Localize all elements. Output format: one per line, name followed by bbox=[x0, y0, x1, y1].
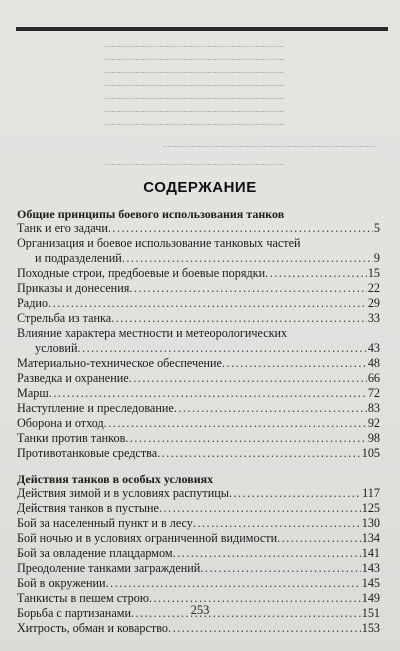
toc-entry: Марш ..... 72 bbox=[17, 386, 380, 401]
toc-entry-line1: Организация и боевое использование танковых частей bbox=[17, 236, 301, 250]
toc-entry: Действия танков в пустыне ..... 125 bbox=[17, 501, 380, 516]
toc-entry: Радио ..... 29 bbox=[17, 296, 380, 311]
toc-entry: Бой ночью и в условиях ограниченной видимости ..... 134 bbox=[17, 531, 380, 546]
toc-entry: Бой за населенный пункт и в лесу ..... 130 bbox=[17, 516, 380, 531]
toc-entry: Преодоление танками заграждений ..... 143 bbox=[17, 561, 380, 576]
toc-entry-line1: Влияние характера местности и метеорологических bbox=[17, 326, 288, 340]
toc-entry: Наступление и преследование ..... 83 bbox=[17, 401, 380, 416]
toc-entry: Танк и его задачи ..... 5 bbox=[17, 221, 380, 236]
page-number: 253 bbox=[190, 603, 210, 617]
table-of-contents bbox=[17, 205, 380, 636]
section-heading: Общие принципы боевого использования танков bbox=[17, 207, 285, 221]
page-title: СОДЕРЖАНИЕ bbox=[143, 179, 257, 196]
toc-entry: Разведка и охранение ..... 66 bbox=[17, 371, 380, 386]
toc-entry: Материально-техническое обеспечение ..... 48 bbox=[17, 356, 380, 371]
toc-entry: Стрельба из танка ..... 33 bbox=[17, 311, 380, 326]
toc-entry: Бой за овладение плацдармом ..... 141 bbox=[17, 546, 380, 561]
toc-entry: Приказы и донесения ..... 22 bbox=[17, 281, 380, 296]
toc-entry: Бой в окружении ..... 145 bbox=[17, 576, 380, 591]
toc-entry: условий ..... 43 bbox=[17, 341, 380, 356]
toc-entry: Действия зимой и в условиях распутицы ..... 117 bbox=[17, 486, 380, 501]
top-rule bbox=[16, 27, 388, 31]
toc-entry: Танкисты в пешем строю ..... 149 bbox=[17, 591, 380, 606]
section-heading: Действия танков в особых условиях bbox=[17, 472, 214, 486]
toc-entry: Противотанковые средства ..... 105 bbox=[17, 446, 380, 461]
toc-entry: Танки против танков ..... 98 bbox=[17, 431, 380, 446]
toc-entry: Походные строи, предбоевые и боевые порядки ..... 15 bbox=[17, 266, 380, 281]
toc-entry: Борьба с партизанами ..... 151 bbox=[17, 606, 380, 621]
toc-entry: Хитрость, обман и коварство ..... 153 bbox=[17, 621, 380, 636]
toc-entry: Оборона и отход ..... 92 bbox=[17, 416, 380, 431]
bleed-through-text: ........................................................................... ........................................................................... ........................................................................... ........................................................................... ........................................................................... ........................................................................... ........................................................................... ......................................................................................... ........................................................................... bbox=[0, 0, 400, 185]
toc-entry: и подразделений ..... 9 bbox=[17, 251, 380, 266]
